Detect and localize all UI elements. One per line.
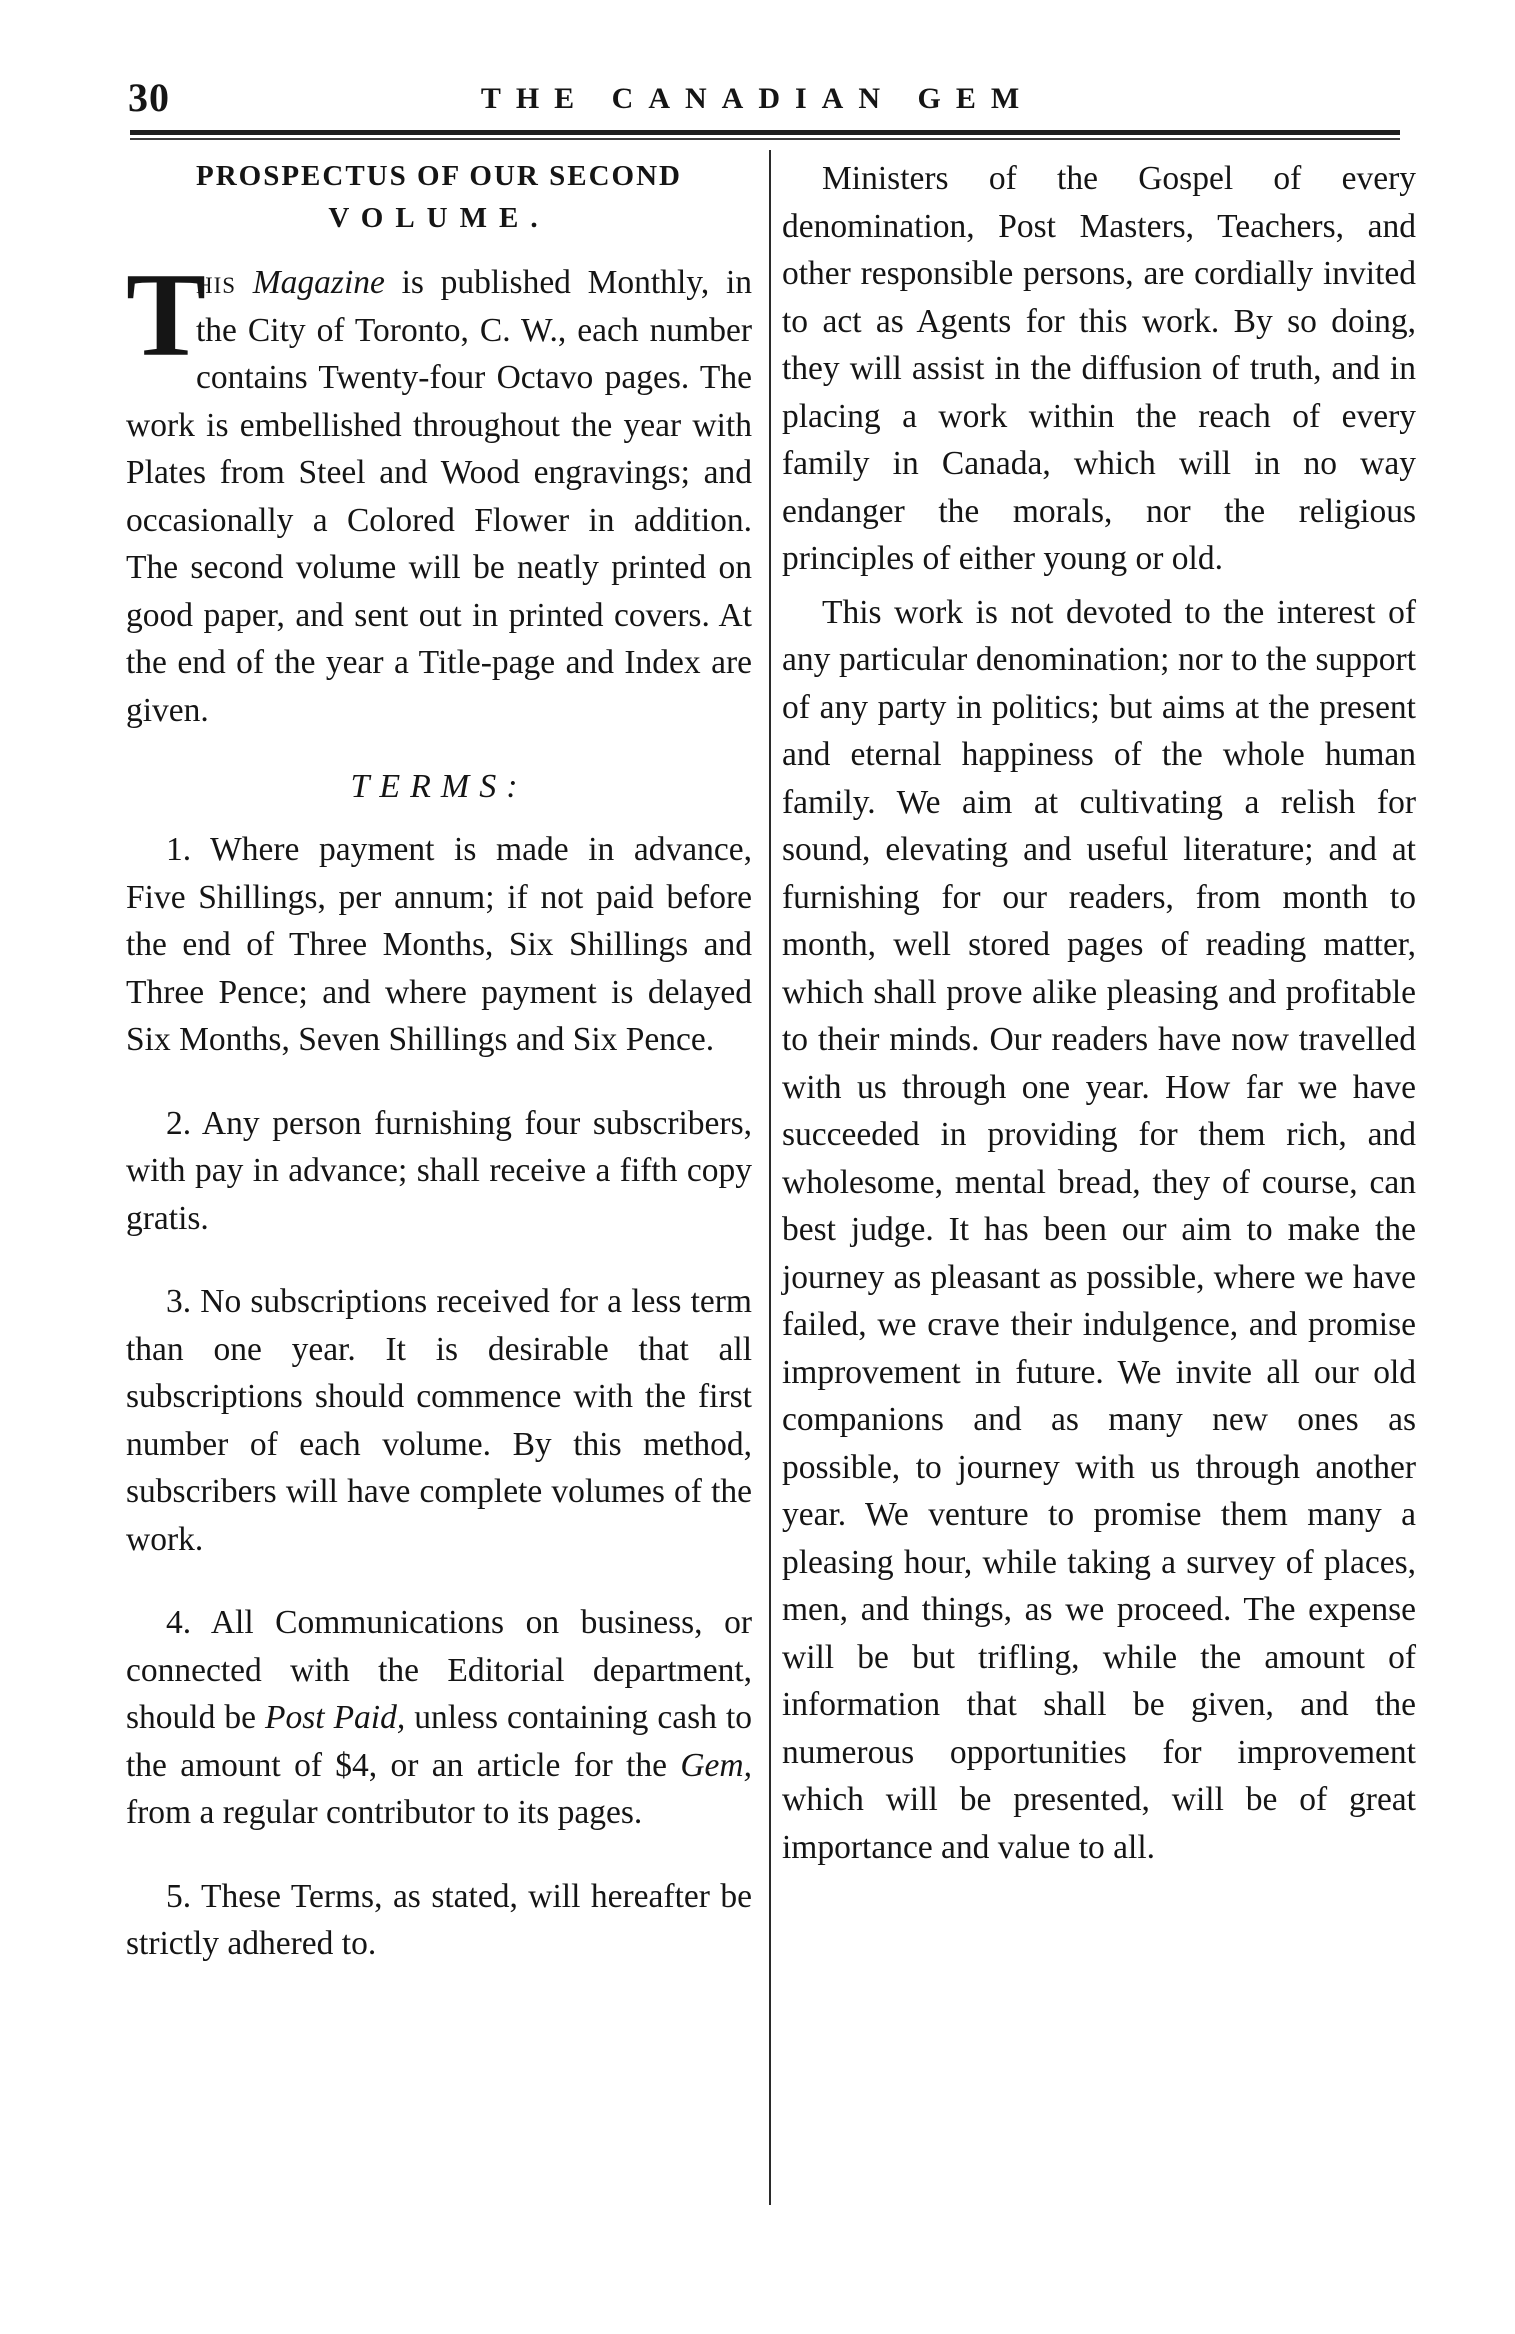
intro-text: is published Monthly, in the City of Toronto, C. W., each number contains Twenty-four Octavo pages. The work is embellished throughout the year with Plates from Steel and Wood engravings; and occasionally a Colored Flower in addition. The second volume will be neatly printed on good paper, and sent out in printed covers. At the end of the year a Title-page and Index are given.	[126, 264, 753, 729]
aims-paragraph: This work is not devoted to the interest of any particular denomination; nor to the support of any party in politics; but aims at the present and eternal happiness of the whole human family. We aim at cultivating a relish for sound, elevating and useful literature; and at furnishing for our readers, from month to month, well stored pages of reading matter, which shall prove alike pleasing and profitable to their minds. Our readers have now travelled with us through one year. How far we have succeeded in providing for them rich, and wholesome, mental bread, they of course, can best judge. It has been our aim to make the journey as pleasant as possible, where we have failed, we crave their indulgence, and promise improvement in future. We invite all our old companions and as many new ones as possible, to journey with us through another year. We venture to promise them many a pleasing hour, while taking a survey of places, men, and things, as we proceed. The expense will be but trifling, while the amount of information that shall be given, and the numerous opportunities for improvement which will be presented, will be of great importance and value to all.	[782, 593, 1416, 1866]
prospectus-title-line1: PROSPECTUS OF OUR SECOND	[195, 160, 682, 192]
term-5: 5. These Terms, as stated, will hereafter be strictly adhered to.	[126, 1877, 752, 1962]
left-column	[126, 155, 752, 1968]
drop-cap: T	[126, 248, 207, 381]
header-rule-thick	[130, 130, 1400, 135]
column-divider	[769, 150, 771, 2205]
term-1: 1. Where payment is made in advance, Five Shillings, per annum; if not paid before the end of Three Months, Six Shillings and Three Pence; and where payment is delayed Six Months, Seven Shillings and Six Pence.	[126, 831, 752, 1058]
term-4-gem: Gem,	[680, 1746, 752, 1784]
term-3: 3. No subscriptions received for a less term than one year. It is desirable that all subscriptions should commence with the first number of each volume. By this method, subscribers will have complete volumes of the work.	[126, 1283, 752, 1558]
terms-heading: TERMS:	[350, 768, 528, 805]
running-title: THE CANADIAN GEM	[480, 82, 1035, 115]
intro-paragraph	[126, 248, 753, 734]
term-4-part-a: 4. All Communications on business, or connected with the Editorial department, should be	[126, 1604, 752, 1736]
page-header	[120, 74, 1395, 134]
term-4-part-c: from a regular contributor to its pages.	[126, 1794, 643, 1831]
intro-magazine-italic: Magazine	[252, 264, 385, 301]
page-number: 30	[128, 75, 170, 120]
term-4-part-b: unless containing cash to the amount of $4, or an article for the	[126, 1699, 753, 1784]
prospectus-title-line2: VOLUME.	[328, 202, 550, 234]
term-4	[126, 1599, 752, 1837]
term-4-post-paid: Post Paid,	[265, 1699, 406, 1736]
right-column	[782, 155, 1416, 1871]
agents-paragraph: Ministers of the Gospel of every denomination, Post Masters, Teachers, and other responsible persons, are cordially invited to act as Agents for this work. By so doing, they will assist in the diffusion of truth, and in placing a work within the reach of every family in Canada, which will in no way endanger the morals, nor the religious principles of either young or old.	[782, 160, 1416, 577]
prospectus-title	[126, 155, 752, 239]
term-2: 2. Any person furnishing four subscribers, with pay in advance; shall receive a fifth copy gratis.	[126, 1104, 752, 1237]
header-rule-thin	[130, 138, 1400, 140]
intro-first-word: his	[196, 264, 237, 301]
intro-paragraph-wrap	[126, 248, 753, 734]
